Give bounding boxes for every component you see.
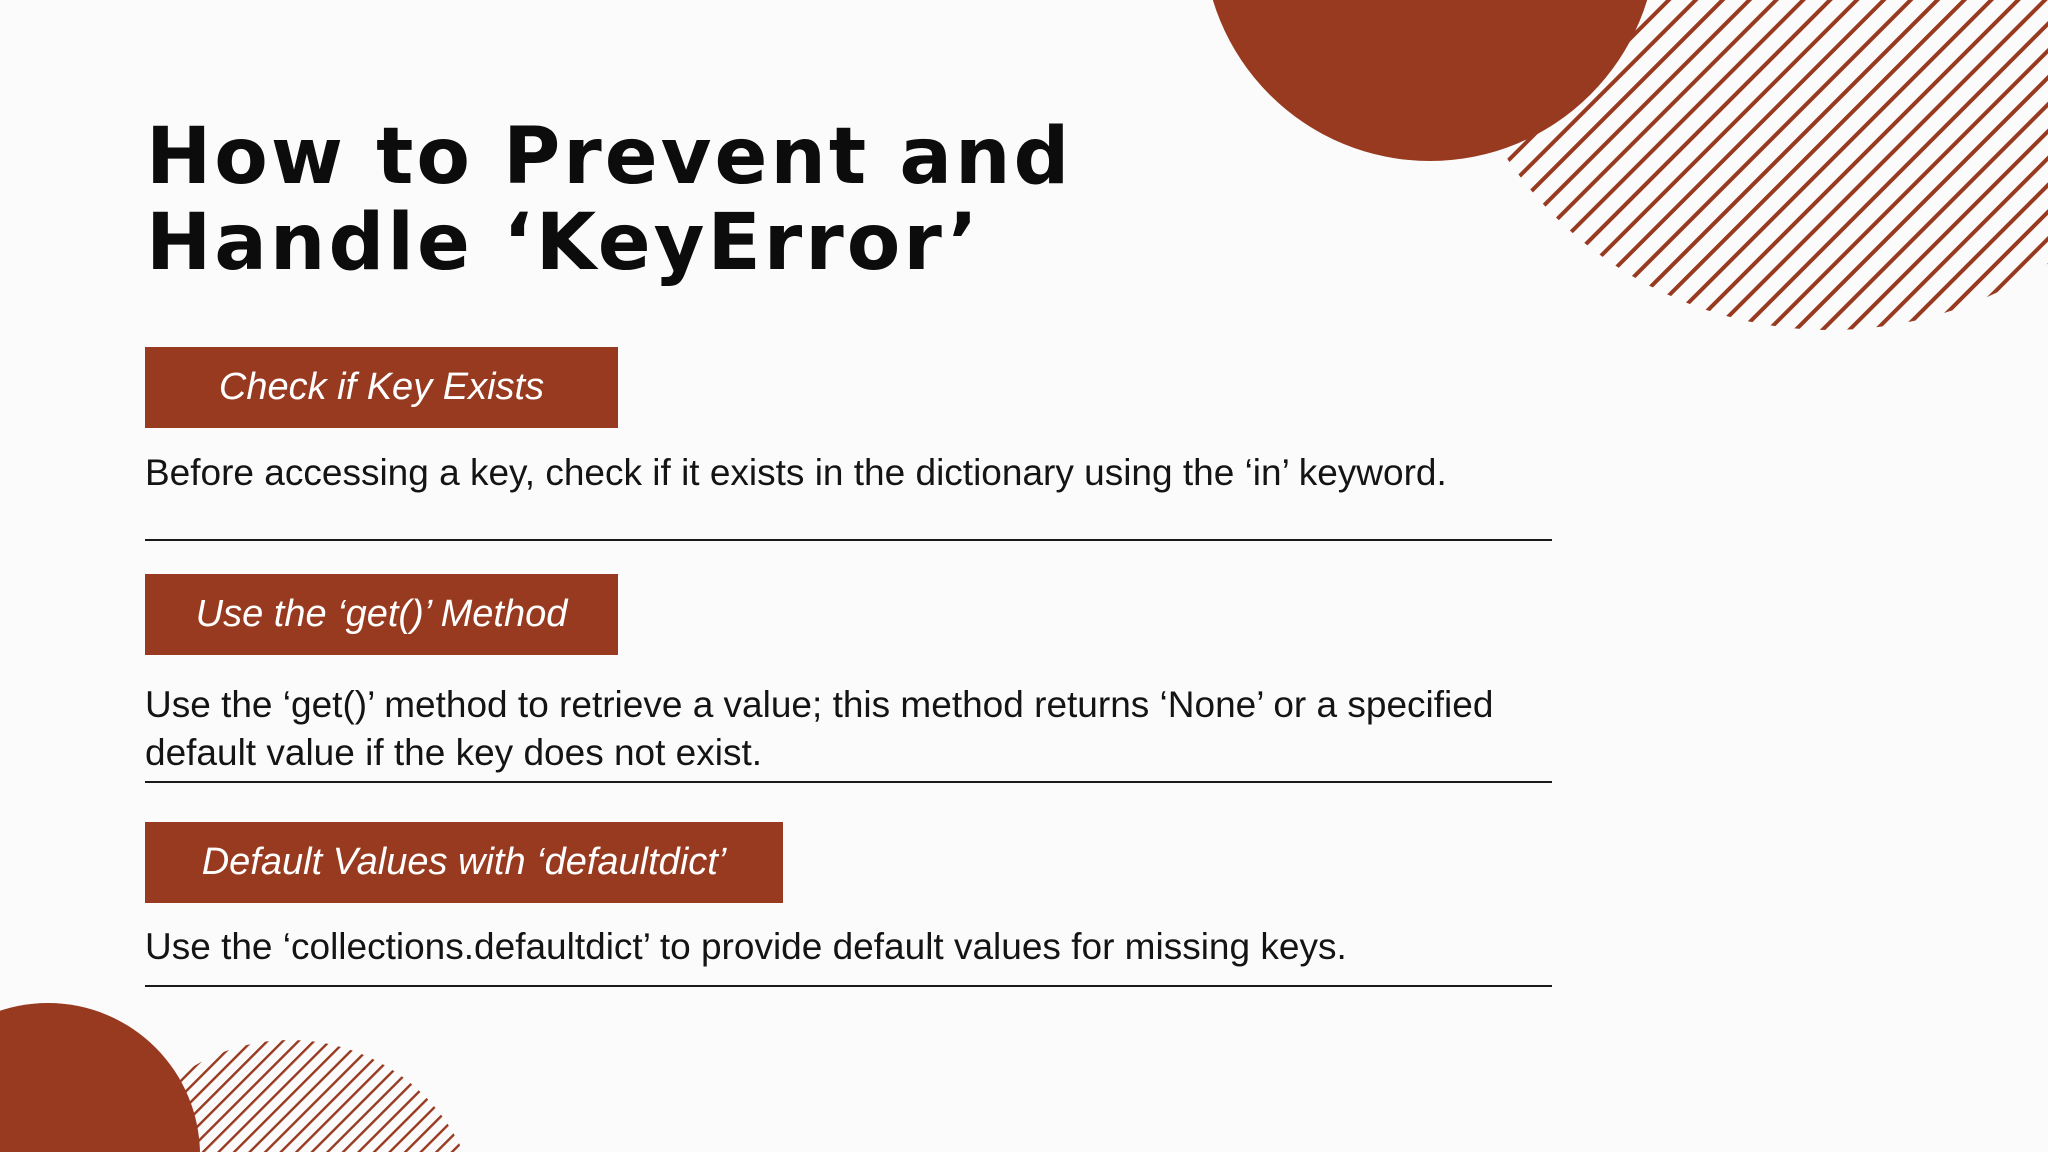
- section-label-defaultdict: Default Values with ‘defaultdict’: [145, 822, 783, 903]
- section-text-defaultdict: Use the ‘collections.defaultdict’ to provide default values for missing keys.: [145, 926, 1347, 967]
- bottom-left-circle: [0, 1003, 200, 1152]
- section-divider: [145, 781, 1552, 783]
- section-divider: [145, 985, 1552, 987]
- section-label-check-key: Check if Key Exists: [145, 347, 618, 428]
- section-label-get-method: Use the ‘get()’ Method: [145, 574, 618, 655]
- title-line-1: How to Prevent and: [146, 112, 1073, 202]
- section-divider: [145, 539, 1552, 541]
- section-text-check-key: Before accessing a key, check if it exists in the dictionary using the ‘in’ keyword.: [145, 452, 1447, 493]
- title-line-2: Handle ‘KeyError’: [146, 198, 981, 288]
- slide-title: [146, 114, 1072, 286]
- section-text-get-method: Use the ‘get()’ method to retrieve a value; this method returns ‘None’ or a specified default value if the key does not exist.: [145, 684, 1494, 773]
